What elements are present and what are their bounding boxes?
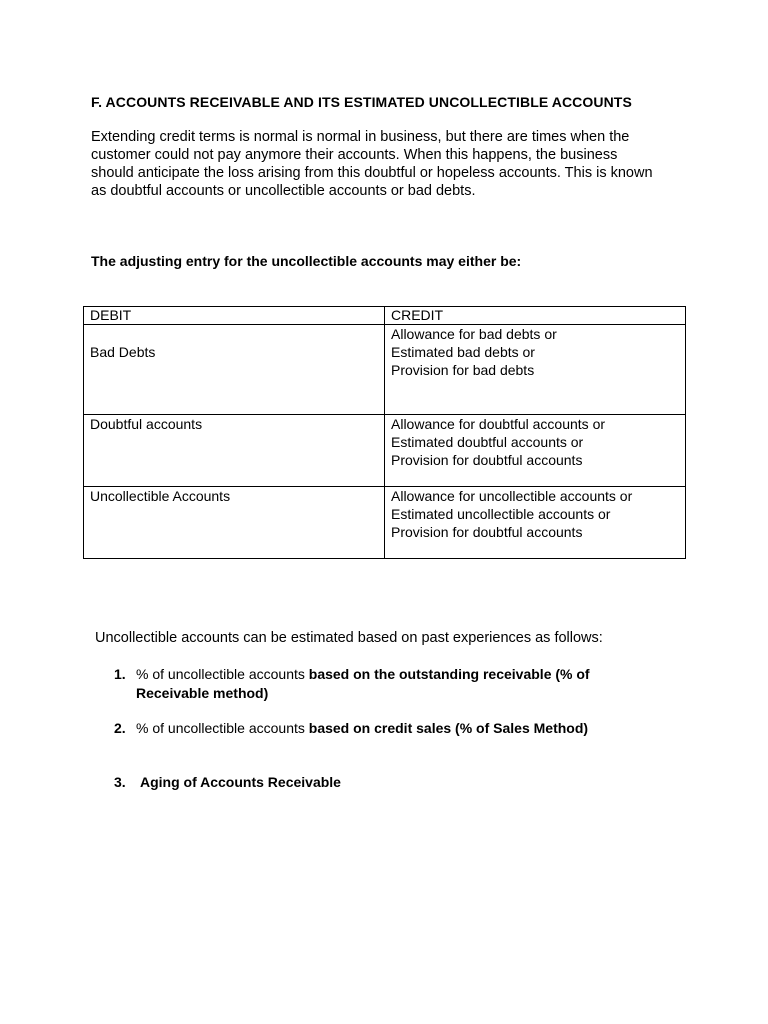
table-row [84,325,686,415]
credit-account: Estimated bad debts or [391,344,535,360]
intro-line: should anticipate the loss arising from this doubtful or hopeless accounts. This is known [91,165,653,181]
adjusting-entries-table [83,306,686,559]
method-bold-text: based on the outstanding receivable (% of [308,666,590,682]
credit-account: Provision for bad debts [391,362,535,378]
credit-account: Provision for doubtful accounts [391,452,583,468]
list-number: 2. [114,720,126,736]
debit-account: Uncollectible Accounts [90,488,231,504]
credit-header: CREDIT [385,307,686,325]
credit-cell [385,325,686,415]
intro-line: customer could not pay anymore their accounts. When this happens, the business [91,147,618,163]
intro-line: Extending credit terms is normal is normal in business, but there are times when the [91,129,630,145]
credit-account: Estimated doubtful accounts or [391,434,584,450]
credit-cell [385,487,686,559]
credit-account: Allowance for bad debts or [391,326,557,342]
method-text [136,665,590,703]
credit-account: Allowance for uncollectible accounts or [391,488,633,504]
credit-account: Allowance for doubtful accounts or [391,416,606,432]
method-bold-text: Receivable method) [136,685,269,701]
list-number: 1. [114,666,126,682]
intro-paragraph [91,128,691,200]
debit-account: Doubtful accounts [90,416,203,432]
method-plain-text: % of uncollectible accounts [136,666,309,682]
method-plain-text: % of uncollectible accounts [136,720,309,736]
adjusting-entry-lead: The adjusting entry for the uncollectible accounts may either be: [91,253,522,269]
table-row [84,487,686,559]
debit-cell [84,325,385,415]
method-bold-text: based on credit sales (% of Sales Method) [308,720,589,736]
section-heading: F. ACCOUNTS RECEIVABLE AND ITS ESTIMATED UNCOLLECTIBLE ACCOUNTS [91,94,632,110]
debit-cell [84,487,385,559]
list-number: 3. [114,774,126,790]
debit-header: DEBIT [84,307,385,325]
debit-account: Bad Debts [90,344,156,360]
table-row [84,415,686,487]
intro-line: as doubtful accounts or uncollectible accounts or bad debts. [91,183,476,199]
method-text [136,719,588,738]
estimation-lead: Uncollectible accounts can be estimated based on past experiences as follows: [95,630,603,646]
debit-cell [84,415,385,487]
table-header-row [84,307,686,325]
credit-cell [385,415,686,487]
credit-account: Provision for doubtful accounts [391,524,583,540]
method-bold-text: Aging of Accounts Receivable [140,774,341,790]
credit-account: Estimated uncollectible accounts or [391,506,611,522]
